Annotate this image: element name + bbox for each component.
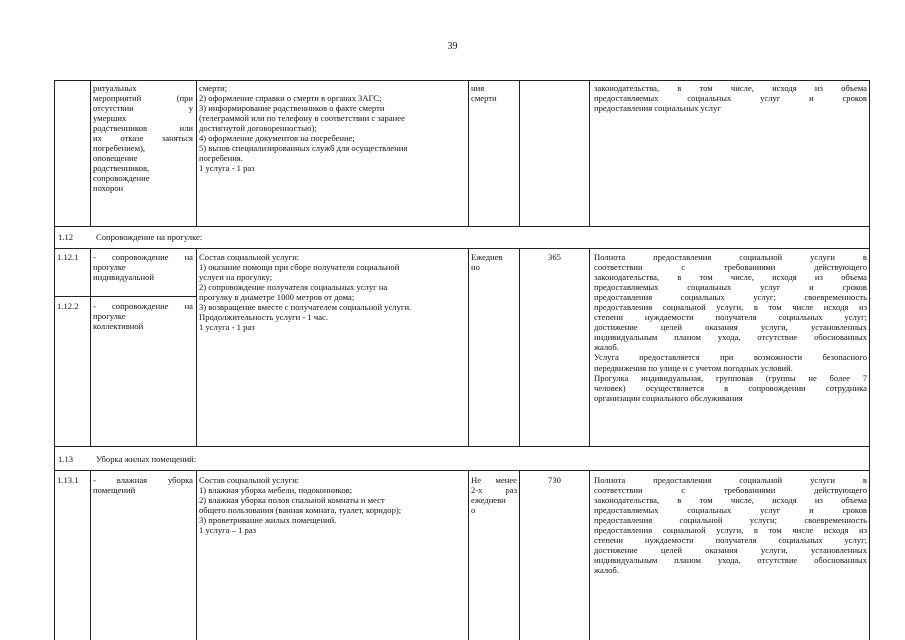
table-border-left (54, 80, 55, 640)
service-name-cell: - сопровождение на прогулке индивидуальной (93, 252, 193, 283)
tariff-cell: 365 (548, 252, 561, 262)
section-title: Уборка жилых помещений: (96, 454, 197, 464)
service-composition-cell: Состав социальной услуги: 1) оказание помощи при сборе получателя социальной услуги на прогулку; 2) сопровождение получателя социальных услуг на прогулку в диаметре 1000 метров от дома; 3) возвращение вместе с получателем социальной услуги. Продолжительность услуги - 1 час. 1 услуга - 1 раз (199, 252, 412, 333)
table-border-right (869, 80, 870, 640)
col-divider (90, 80, 91, 226)
section-title: Сопровождение на прогулке: (96, 232, 203, 242)
row-divider (54, 80, 869, 81)
service-name-cell: - сопровождение на прогулке коллективной (93, 301, 193, 332)
service-name-cell: - влажная уборка помещений (93, 475, 193, 496)
col-divider (468, 248, 469, 446)
col-divider (589, 470, 590, 640)
col-divider (519, 470, 520, 640)
frequency-cell: Не менее 2-х раз ежедневн о (471, 475, 517, 516)
section-number: 1.12 (58, 232, 74, 242)
quality-criteria-cell: Полнота предоставления социальной услуги в соответствии с требованиями действующего законодательства, в том числе, исходя из объема предоставляемых социальных услуг и сроков предоставления социальной услуги; своевременность предоставления социальной услуги, в том числе исходя из степени нуждаемости получателя социальных услуг; достижение целей оказания услуги, установленных индивидуальным планом ухода, отсутствие обоснованных жалоб. (594, 475, 867, 576)
frequency-cell: ния смерти (471, 83, 497, 104)
row-divider (54, 226, 869, 227)
row-divider (54, 248, 869, 249)
frequency-cell: Ежеднев но (471, 252, 503, 273)
col-divider (196, 80, 197, 226)
row-number: 1.13.1 (57, 475, 79, 485)
col-divider (589, 80, 590, 226)
service-composition-cell: Состав социальной услуги: 1) влажная уборка мебели, подоконников; 2) влажная уборка полов спальной комнаты и мест общего пользования (ванная комната, туалет, коридор); 3) проветривание жилых помещений. 1 услуга – 1 раз (199, 475, 402, 536)
service-name-cell: ритуальных мероприятий (при отсутствии у умерших родственников или их отказе заняться погребением), оповещение родственников, сопровождение похорон (93, 83, 193, 194)
row-divider (54, 296, 196, 297)
tariff-cell: 730 (548, 475, 561, 485)
services-table (54, 80, 869, 640)
col-divider (468, 80, 469, 226)
col-divider (196, 248, 197, 446)
row-number: 1.12.1 (57, 252, 79, 262)
quality-criteria-cell: законодательства, в том числе, исходя из объема предоставляемых социальных услуг и сроков предоставления социальных услуг (594, 83, 867, 114)
page-number: 39 (447, 41, 458, 52)
col-divider (589, 248, 590, 446)
col-divider (468, 470, 469, 640)
section-number: 1.13 (58, 454, 74, 464)
row-divider (54, 470, 869, 471)
row-number: 1.12.2 (57, 301, 79, 311)
col-divider (519, 80, 520, 226)
quality-criteria-cell: Полнота предоставления социальной услуги в соответствии с требованиями действующего законодательства, в том числе, исходя из объема предоставляемых социальных услуг и сроков предоставления социальных услуг; своевременность предоставления социальной услуги, в том числе исходя из степени нуждаемости получателя социальных услуг; достижение целей оказания услуги, установленных индивидуальным планом ухода, отсутствие обоснованных жалоб. Услуга предоставляется при возможности безопасного передвижения по улице и с учетом погодных условий. Прогулка индивидуальная, групповая (группы не более 7 человек) осуществляется в сопровождении сотрудника организации социального обслуживания (594, 252, 867, 403)
col-divider (196, 470, 197, 640)
col-divider (519, 248, 520, 446)
row-divider (54, 446, 869, 447)
col-divider (90, 248, 91, 446)
service-composition-cell: смерти; 2) оформление справки о смерти в органах ЗАГС; 3) информирование родственников о факте смерти (телеграммой или по телефону в соответствии с заранее достигнутой договоренностью); 4) оформление документов на погребение; 5) вызов специализированных служб для осуществления погребения. 1 услуга - 1 раз (199, 83, 408, 174)
col-divider (90, 470, 91, 640)
